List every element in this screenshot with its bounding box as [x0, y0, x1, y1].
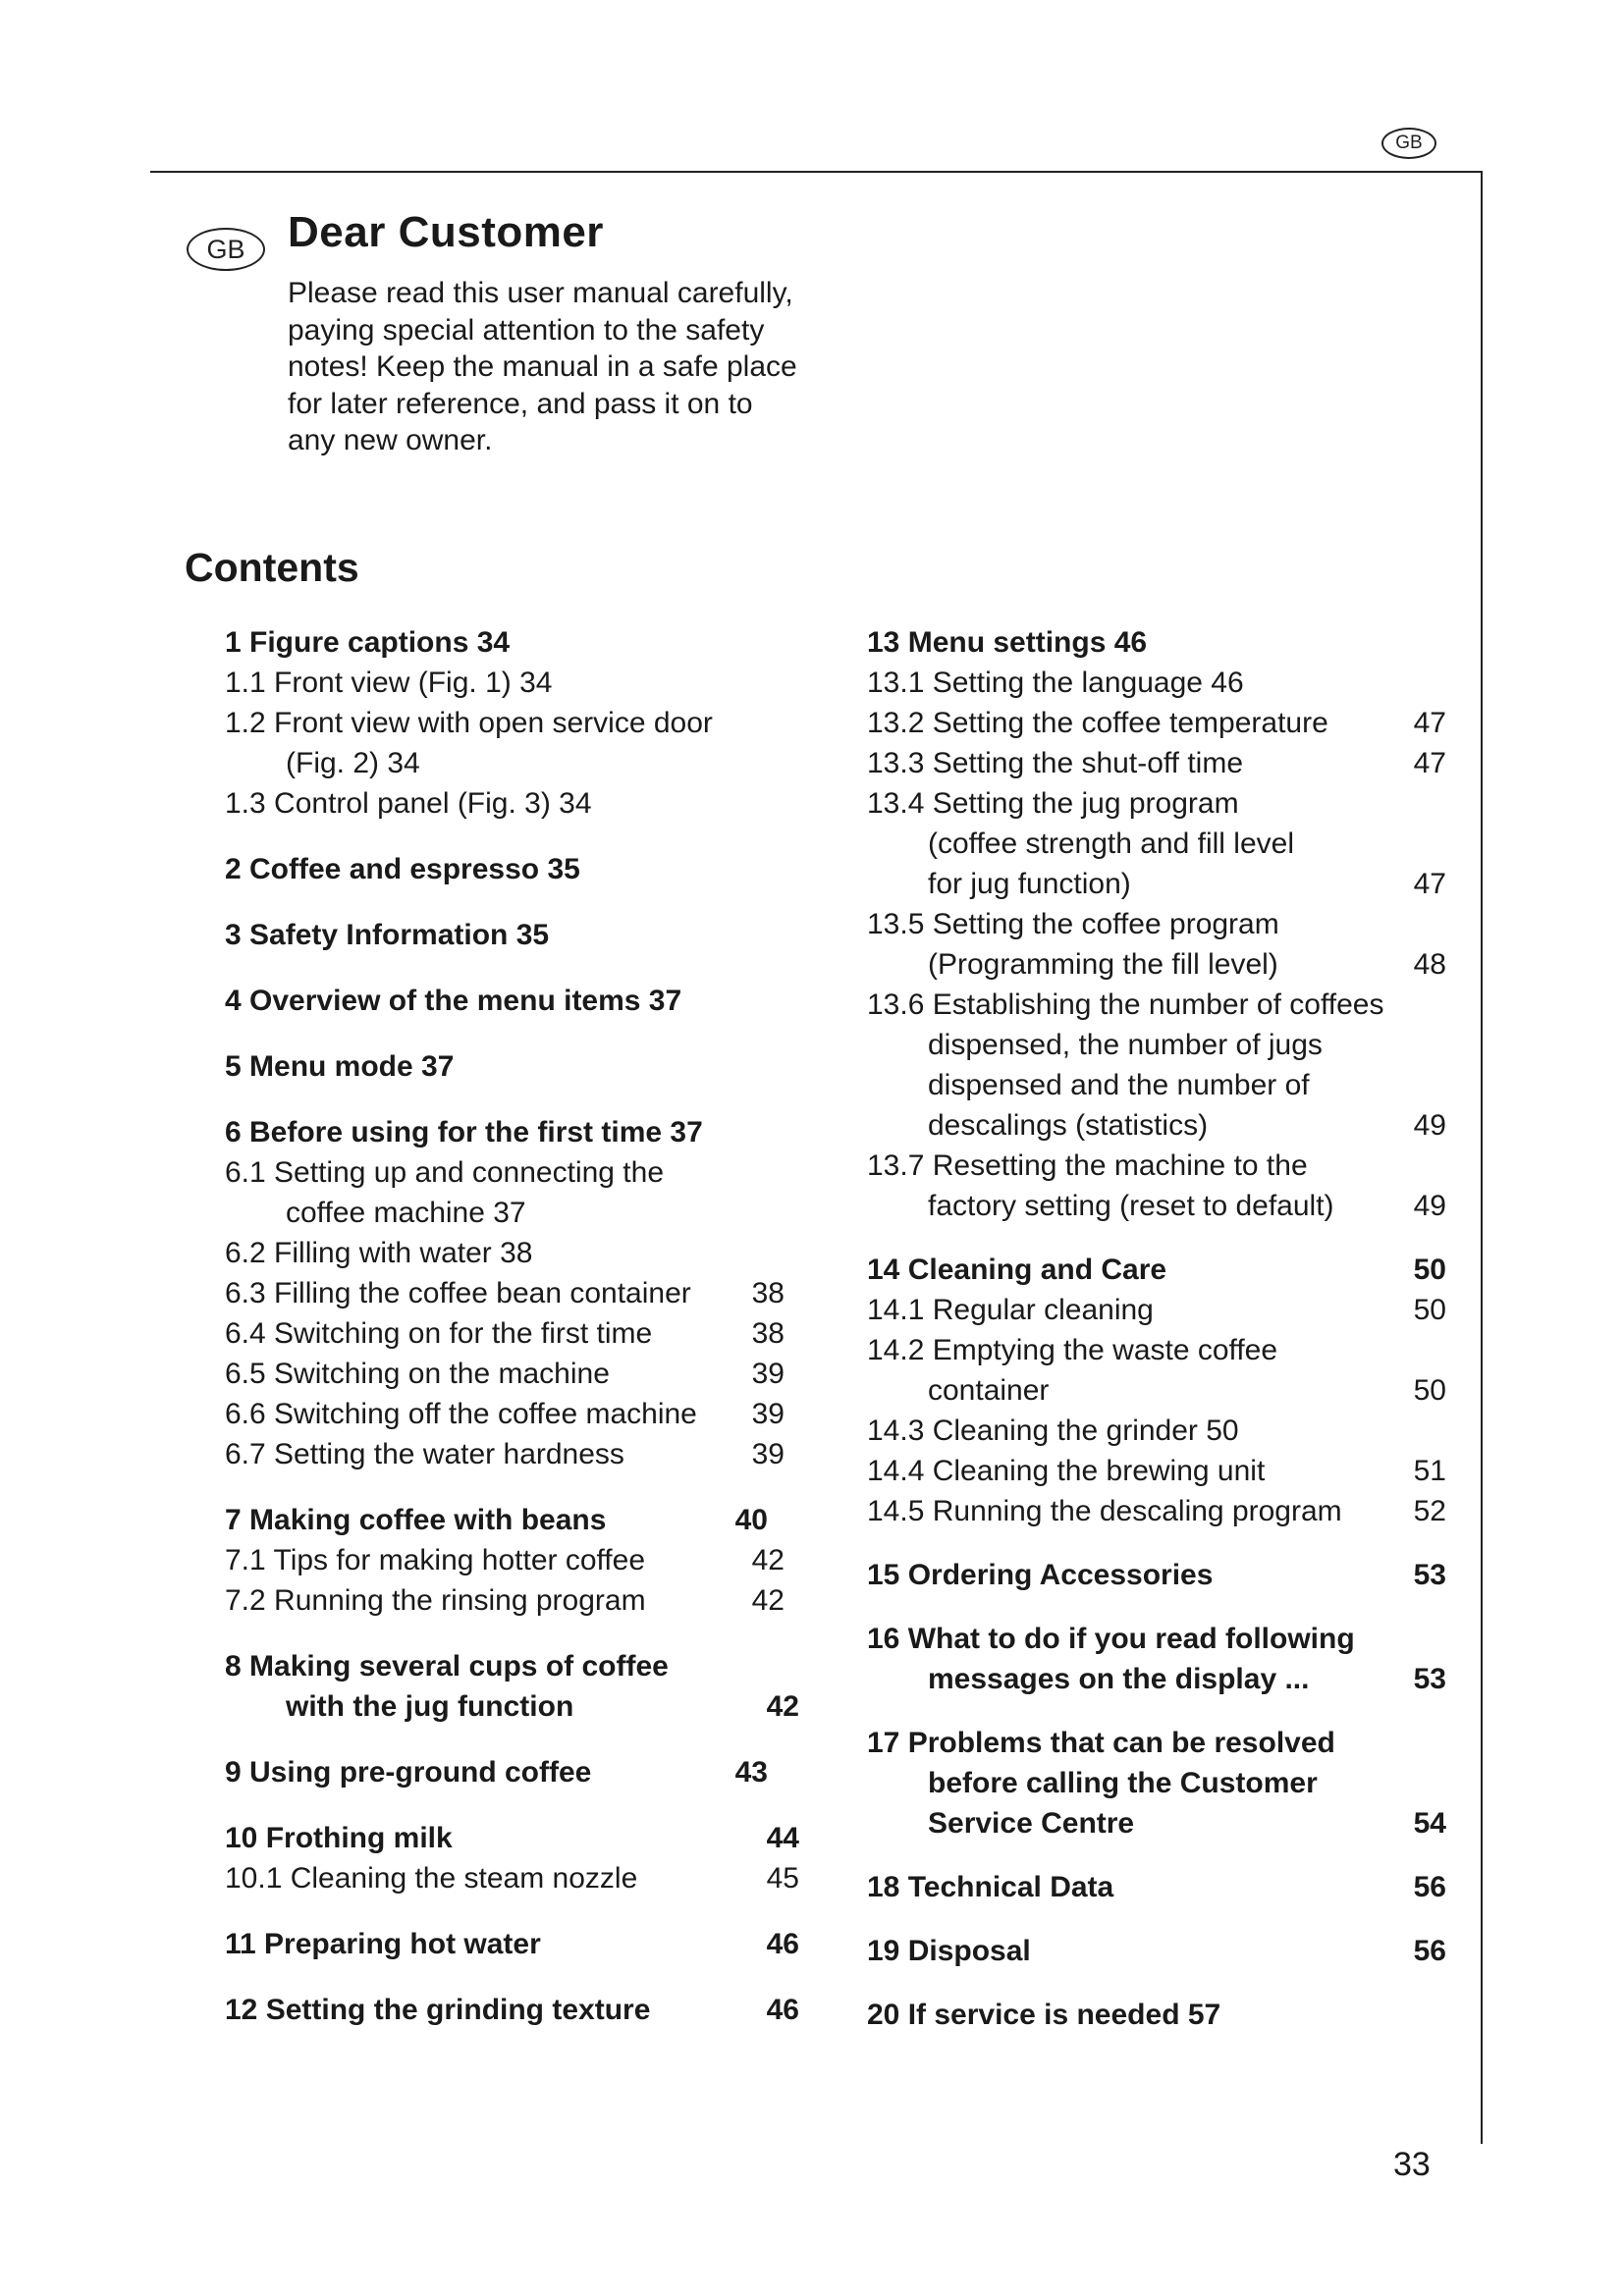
toc-section	[225, 1858, 804, 1898]
toc-chapter	[867, 1803, 1446, 1843]
toc-entry-title: 1.2 Front view with open service door	[225, 707, 713, 739]
intro-paragraph	[288, 275, 838, 459]
badge-text: GB	[1395, 133, 1423, 153]
toc-entry-title: 14.3 Cleaning the grinder 50	[867, 1415, 1239, 1447]
toc-page-number: 40	[734, 1504, 768, 1536]
toc-gap	[225, 1621, 804, 1646]
toc-page-number: 39	[751, 1438, 785, 1470]
toc-section	[867, 1025, 1446, 1065]
toc-entry-title: dispensed, the number of jugs	[928, 1029, 1323, 1061]
toc-entry-title: 6.1 Setting up and connecting the	[225, 1156, 665, 1189]
toc-gap	[225, 1727, 804, 1752]
toc-gap	[867, 1699, 1446, 1723]
toc-page-number: 47	[1413, 707, 1446, 739]
toc-gap	[867, 1226, 1446, 1250]
toc-entry-title: Service Centre	[928, 1807, 1135, 1840]
toc-gap	[225, 955, 804, 981]
toc-chapter	[225, 915, 804, 955]
badge-text: GB	[206, 234, 245, 264]
toc-page-number: 50	[1413, 1254, 1446, 1286]
toc-entry-title: (Fig. 2) 34	[286, 747, 420, 779]
toc-section	[225, 1394, 804, 1434]
intro-line: Please read this user manual carefully,	[288, 277, 793, 309]
toc-entry-title: (Programming the fill level)	[928, 948, 1278, 981]
toc-section	[867, 1330, 1446, 1370]
toc-section	[225, 663, 804, 703]
toc-entry-title: 2 Coffee and espresso 35	[225, 853, 580, 885]
toc-section	[867, 985, 1446, 1025]
toc-page-number: 42	[751, 1544, 785, 1576]
gb-language-badge-icon	[187, 228, 265, 271]
toc-page-number: 48	[1413, 948, 1446, 981]
toc-entry-title: 1.3 Control panel (Fig. 3) 34	[225, 787, 592, 820]
toc-entry-title: before calling the Customer	[928, 1767, 1318, 1799]
toc-page-number: 50	[1413, 1294, 1446, 1326]
toc-gap	[225, 1474, 804, 1500]
toc-entry-title: 14.4 Cleaning the brewing unit	[867, 1455, 1266, 1487]
toc-chapter	[225, 1818, 804, 1858]
toc-entry-title: 14.2 Emptying the waste coffee	[867, 1334, 1278, 1366]
toc-gap	[225, 1898, 804, 1924]
toc-entry-title: 5 Menu mode 37	[225, 1050, 455, 1083]
toc-entry-title: 9 Using pre-ground coffee	[225, 1756, 592, 1789]
toc-page-number: 39	[751, 1358, 785, 1390]
toc-entry-title: 13.7 Resetting the machine to the	[867, 1149, 1308, 1182]
toc-chapter	[225, 1500, 804, 1540]
toc-section	[867, 1290, 1446, 1330]
intro-line: any new owner.	[288, 424, 493, 456]
toc-page-number: 47	[1413, 868, 1446, 900]
toc-section	[225, 1434, 804, 1474]
toc-page-number: 38	[751, 1277, 785, 1309]
margin-rule	[1481, 171, 1483, 2144]
toc-page-number: 44	[766, 1822, 799, 1854]
toc-chapter	[867, 1995, 1446, 2035]
intro-line: notes! Keep the manual in a safe place	[288, 350, 797, 383]
toc-section	[867, 824, 1446, 864]
toc-entry-title: 10.1 Cleaning the steam nozzle	[225, 1862, 638, 1895]
toc-entry-title: 4 Overview of the menu items 37	[225, 985, 682, 1017]
toc-gap	[867, 1531, 1446, 1555]
toc-chapter	[867, 1931, 1446, 1971]
toc-entry-title: 13.5 Setting the coffee program	[867, 908, 1279, 940]
toc-chapter	[867, 1250, 1446, 1290]
toc-entry-title: 6.7 Setting the water hardness	[225, 1438, 624, 1470]
toc-section	[867, 1186, 1446, 1226]
toc-left-column	[225, 622, 804, 2030]
toc-chapter	[225, 849, 804, 889]
toc-chapter	[867, 1763, 1446, 1803]
toc-entry-title: 16 What to do if you read following	[867, 1623, 1355, 1655]
toc-section	[225, 1233, 804, 1273]
toc-entry-title: 13 Menu settings 46	[867, 626, 1148, 659]
toc-gap	[867, 1907, 1446, 1931]
gb-language-badge-icon	[1381, 128, 1436, 159]
intro-line: for later reference, and pass it on to	[288, 387, 753, 420]
toc-page-number: 49	[1413, 1190, 1446, 1222]
toc-gap	[225, 1792, 804, 1818]
toc-gap	[867, 1971, 1446, 1995]
toc-chapter	[867, 1619, 1446, 1659]
toc-section	[225, 1313, 804, 1354]
page-number: 33	[1393, 2146, 1431, 2183]
toc-entry-title: 7.2 Running the rinsing program	[225, 1584, 646, 1617]
intro-line: paying special attention to the safety	[288, 313, 765, 347]
toc-entry-title: 14.1 Regular cleaning	[867, 1294, 1154, 1326]
toc-gap	[225, 824, 804, 849]
toc-section	[867, 944, 1446, 985]
toc-entry-title: factory setting (reset to default)	[928, 1190, 1334, 1222]
toc-entry-title: 11 Preparing hot water	[225, 1928, 541, 1960]
toc-section	[867, 1491, 1446, 1531]
toc-entry-title: 13.2 Setting the coffee temperature	[867, 707, 1328, 739]
toc-page-number: 51	[1413, 1455, 1446, 1487]
toc-entry-title: 13.1 Setting the language 46	[867, 667, 1244, 699]
toc-chapter	[225, 1046, 804, 1087]
toc-entry-title: 6.4 Switching on for the first time	[225, 1317, 653, 1350]
toc-entry-title: 14 Cleaning and Care	[867, 1254, 1167, 1286]
toc-section	[867, 1451, 1446, 1491]
toc-entry-title: 1.1 Front view (Fig. 1) 34	[225, 667, 553, 699]
toc-entry-title: 13.4 Setting the jug program	[867, 787, 1239, 820]
toc-chapter	[225, 981, 804, 1021]
toc-page-number: 46	[766, 1928, 799, 1960]
toc-entry-title: for jug function)	[928, 868, 1131, 900]
header-rule	[150, 171, 1482, 173]
contents-heading: Contents	[185, 545, 359, 590]
toc-entry-title: 1 Figure captions 34	[225, 626, 511, 659]
toc-entry-title: container	[928, 1374, 1050, 1407]
toc-section	[225, 703, 804, 743]
toc-page-number: 49	[1413, 1109, 1446, 1142]
toc-page-number: 52	[1413, 1495, 1446, 1527]
toc-entry-title: 15 Ordering Accessories	[867, 1559, 1214, 1591]
toc-page-number: 38	[751, 1317, 785, 1350]
toc-chapter	[225, 622, 804, 663]
toc-entry-title: coffee machine 37	[286, 1197, 526, 1229]
toc-gap	[867, 1843, 1446, 1867]
toc-page-number: 53	[1413, 1663, 1446, 1695]
toc-entry-title: 6.5 Switching on the machine	[225, 1358, 610, 1390]
toc-entry-title: 12 Setting the grinding texture	[225, 1994, 651, 2026]
toc-entry-title: 14.5 Running the descaling program	[867, 1495, 1342, 1527]
toc-page-number: 42	[751, 1584, 785, 1617]
toc-chapter	[867, 1723, 1446, 1763]
toc-chapter	[225, 1990, 804, 2030]
toc-section	[867, 743, 1446, 783]
toc-section	[867, 864, 1446, 904]
toc-page-number: 45	[766, 1862, 799, 1895]
toc-entry-title: 6 Before using for the first time 37	[225, 1116, 703, 1148]
toc-section	[867, 904, 1446, 944]
toc-section	[225, 1354, 804, 1394]
toc-chapter	[225, 1686, 804, 1727]
toc-entry-title: (coffee strength and fill level	[928, 828, 1294, 860]
toc-entry-title: 13.3 Setting the shut-off time	[867, 747, 1244, 779]
toc-chapter	[867, 1555, 1446, 1595]
toc-page-number: 39	[751, 1398, 785, 1430]
toc-section	[867, 1105, 1446, 1146]
toc-section	[867, 1065, 1446, 1105]
toc-entry-title: 6.6 Switching off the coffee machine	[225, 1398, 697, 1430]
toc-chapter	[225, 1646, 804, 1686]
toc-entry-title: 8 Making several cups of coffee	[225, 1650, 669, 1682]
toc-chapter	[225, 1112, 804, 1152]
toc-entry-title: dispensed and the number of	[928, 1069, 1310, 1101]
toc-entry-title: 13.6 Establishing the number of coffees	[867, 988, 1384, 1021]
toc-section	[867, 703, 1446, 743]
toc-section	[867, 1411, 1446, 1451]
toc-section	[867, 1370, 1446, 1411]
toc-section	[225, 743, 804, 783]
toc-page-number: 56	[1413, 1935, 1446, 1967]
toc-entry-title: 7 Making coffee with beans	[225, 1504, 607, 1536]
toc-chapter	[225, 1924, 804, 1964]
toc-entry-title: 17 Problems that can be resolved	[867, 1727, 1335, 1759]
toc-entry-title: 3 Safety Information 35	[225, 919, 550, 951]
toc-page-number: 42	[766, 1690, 799, 1723]
toc-chapter	[867, 1867, 1446, 1907]
toc-entry-title: messages on the display ...	[928, 1663, 1310, 1695]
toc-section	[225, 1152, 804, 1193]
toc-section	[225, 1273, 804, 1313]
toc-chapter	[867, 1659, 1446, 1699]
toc-section	[225, 1580, 804, 1621]
toc-right-column	[867, 622, 1446, 2035]
toc-entry-title: 20 If service is needed 57	[867, 1999, 1221, 2031]
toc-page-number: 47	[1413, 747, 1446, 779]
toc-gap	[225, 889, 804, 915]
toc-entry-title: 7.1 Tips for making hotter coffee	[225, 1544, 646, 1576]
toc-section	[867, 1146, 1446, 1186]
toc-page-number: 54	[1413, 1807, 1446, 1840]
toc-gap	[867, 1595, 1446, 1619]
toc-entry-title: 19 Disposal	[867, 1935, 1031, 1967]
toc-entry-title: 18 Technical Data	[867, 1871, 1114, 1903]
toc-entry-title: 10 Frothing milk	[225, 1822, 453, 1854]
toc-section	[867, 783, 1446, 824]
page-title: Dear Customer	[288, 208, 604, 256]
toc-gap	[225, 1021, 804, 1046]
toc-section	[225, 1540, 804, 1580]
toc-section	[225, 783, 804, 824]
toc-page-number: 50	[1413, 1374, 1446, 1407]
toc-entry-title: 6.3 Filling the coffee bean container	[225, 1277, 691, 1309]
toc-page-number: 43	[734, 1756, 768, 1789]
toc-page-number: 53	[1413, 1559, 1446, 1591]
toc-entry-title: with the jug function	[286, 1690, 574, 1723]
toc-gap	[225, 1087, 804, 1112]
toc-section	[867, 663, 1446, 703]
toc-chapter	[867, 622, 1446, 663]
toc-entry-title: descalings (statistics)	[928, 1109, 1209, 1142]
toc-gap	[225, 1964, 804, 1990]
toc-entry-title: 6.2 Filling with water 38	[225, 1237, 533, 1269]
toc-page-number: 56	[1413, 1871, 1446, 1903]
toc-section	[225, 1193, 804, 1233]
toc-chapter	[225, 1752, 804, 1792]
toc-page-number: 46	[766, 1994, 799, 2026]
